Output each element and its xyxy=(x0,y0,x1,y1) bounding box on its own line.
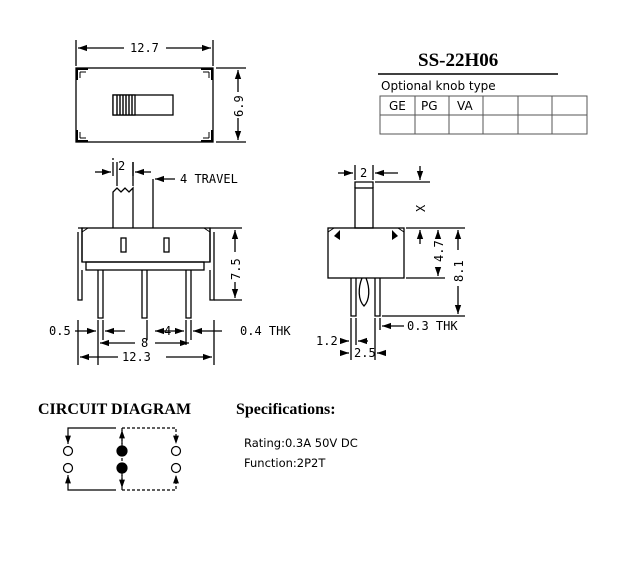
knob-type-ge: GE xyxy=(389,99,406,113)
front-pin xyxy=(142,270,147,318)
side-pin xyxy=(359,278,369,306)
front-total-width-dim: 12.3 xyxy=(122,350,151,364)
front-base xyxy=(86,262,204,270)
part-number-title: SS-22H06 xyxy=(418,50,499,71)
corner-tab xyxy=(201,130,213,142)
corner-tab xyxy=(201,68,213,80)
knob-table xyxy=(380,96,587,134)
top-width-dim: 12.7 xyxy=(130,41,159,55)
side-body-height-dim: 4.7 xyxy=(432,240,446,262)
spec-rating: Rating:0.3A 50V DC xyxy=(244,436,358,450)
circuit-heading: CIRCUIT DIAGRAM xyxy=(38,401,192,418)
corner-tab xyxy=(76,130,88,142)
front-travel-dim: 4 TRAVEL xyxy=(180,172,238,186)
front-thickness-dim: 0.4 THK xyxy=(240,324,291,338)
side-pin xyxy=(351,278,356,316)
top-view-body xyxy=(76,68,213,142)
side-knob-dim: 2 xyxy=(360,166,368,180)
front-body xyxy=(82,228,210,262)
front-slot-dim: 2 xyxy=(118,159,126,173)
side-pitch-dim: 2.5 xyxy=(354,346,376,360)
side-thickness-dim: 0.3 THK xyxy=(407,319,458,333)
specifications-heading: Specifications: xyxy=(236,401,336,418)
front-height-dim: 7.5 xyxy=(229,258,243,280)
knob-type-pg: PG xyxy=(421,99,438,113)
circuit-diagram xyxy=(64,428,181,490)
front-knob xyxy=(113,188,133,228)
knob-type-va: VA xyxy=(457,99,473,113)
front-outer-pitch-dim: 8 xyxy=(141,336,149,350)
top-height-dim: 6.9 xyxy=(232,95,246,117)
front-pin xyxy=(186,270,191,318)
front-view xyxy=(75,158,242,365)
side-total-height-dim: 8.1 xyxy=(452,260,466,282)
side-knob-height-dim: X xyxy=(414,204,428,212)
spec-function: Function:2P2T xyxy=(244,456,326,470)
side-pin xyxy=(375,278,380,316)
front-pin xyxy=(98,270,103,318)
side-knob xyxy=(355,188,373,228)
knob-table-caption: Optional knob type xyxy=(381,79,496,93)
front-pin-pitch-dim: 4 xyxy=(164,324,172,338)
corner-tab xyxy=(76,68,88,80)
front-pin-width-dim: 0.5 xyxy=(49,324,71,338)
top-view xyxy=(76,40,246,142)
side-pin-dim: 1.2 xyxy=(316,334,338,348)
